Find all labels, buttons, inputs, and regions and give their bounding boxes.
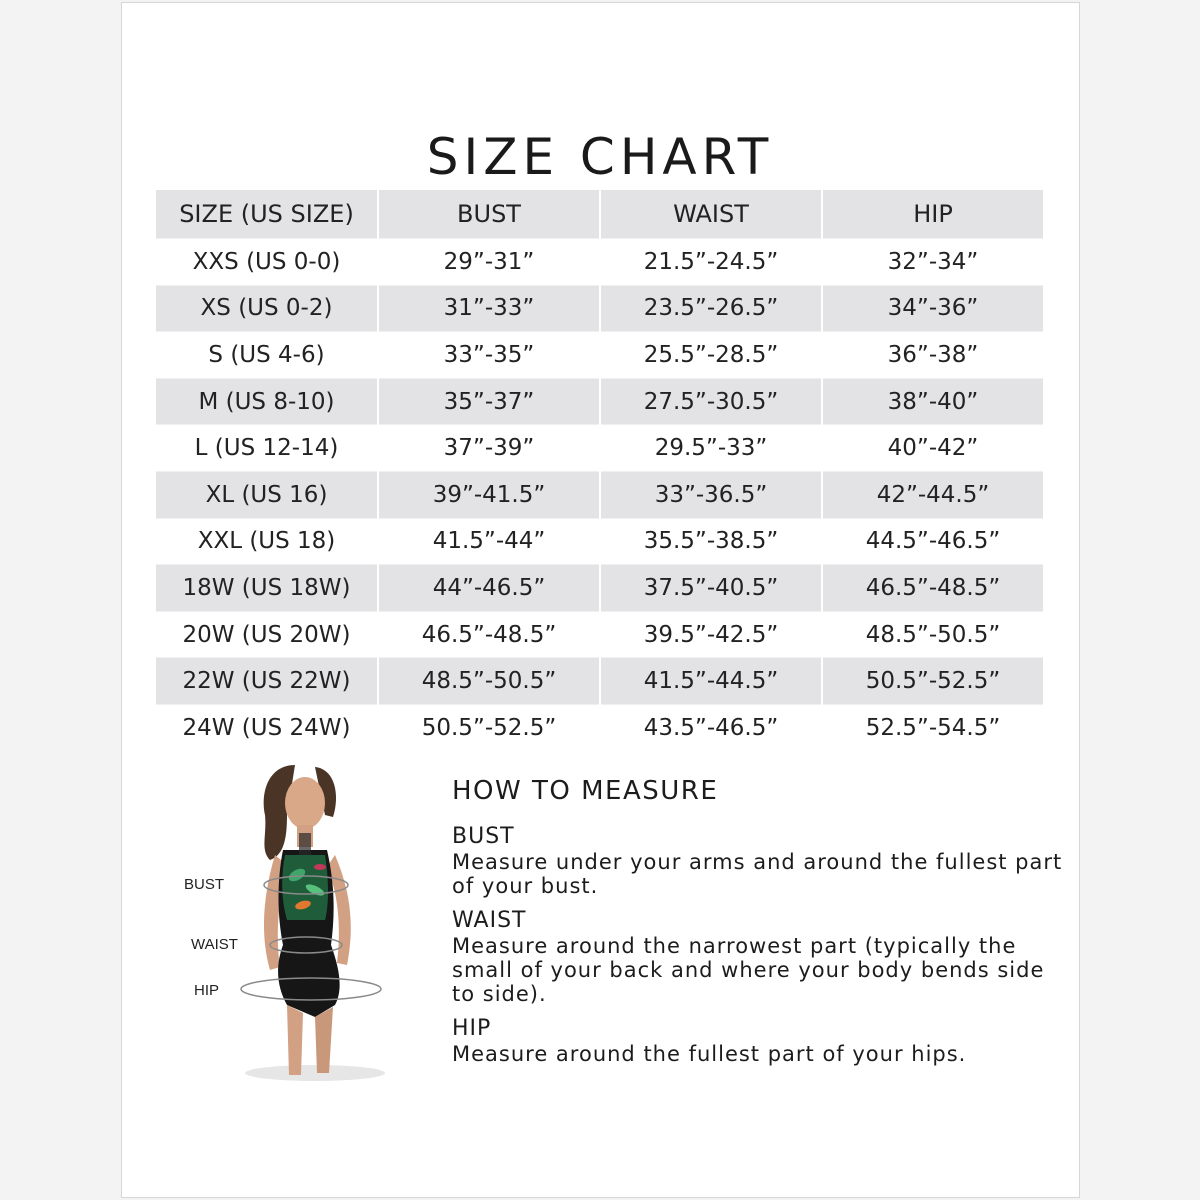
how-to-measure-heading: HOW TO MEASURE <box>452 776 719 806</box>
cell-hip: 52.5”-54.5” <box>822 704 1044 750</box>
table-row <box>156 518 1044 565</box>
cell-size: XS (US 0-2) <box>156 285 378 332</box>
cell-hip: 32”-34” <box>822 239 1044 286</box>
cell-waist: 23.5”-26.5” <box>600 285 822 332</box>
measure-item-title: BUST <box>452 824 515 849</box>
table-row <box>156 658 1044 705</box>
cell-hip: 42”-44.5” <box>822 471 1044 518</box>
cell-size: 24W (US 24W) <box>156 704 378 750</box>
cell-waist: 37.5”-40.5” <box>600 565 822 612</box>
size-table <box>156 190 1045 751</box>
cell-bust: 50.5”-52.5” <box>378 704 600 750</box>
cell-waist: 41.5”-44.5” <box>600 658 822 705</box>
cell-bust: 31”-33” <box>378 285 600 332</box>
cell-size: XXL (US 18) <box>156 518 378 565</box>
cell-size: 20W (US 20W) <box>156 611 378 658</box>
cell-hip: 36”-38” <box>822 332 1044 379</box>
cell-bust: 44”-46.5” <box>378 565 600 612</box>
measure-item-hip <box>452 1016 1072 1066</box>
cell-hip: 40”-42” <box>822 425 1044 472</box>
table-row <box>156 378 1044 425</box>
cell-waist: 29.5”-33” <box>600 425 822 472</box>
cell-hip: 48.5”-50.5” <box>822 611 1044 658</box>
cell-size: M (US 8-10) <box>156 378 378 425</box>
measure-item-title: WAIST <box>452 908 527 933</box>
table-row <box>156 425 1044 472</box>
cell-hip: 44.5”-46.5” <box>822 518 1044 565</box>
cell-bust: 33”-35” <box>378 332 600 379</box>
cell-bust: 29”-31” <box>378 239 600 286</box>
swimsuit-model-illustration <box>175 755 405 1085</box>
table-row <box>156 611 1044 658</box>
model-figure <box>175 755 405 1085</box>
measure-item-waist <box>452 908 1072 1006</box>
header-bust: BUST <box>378 190 600 239</box>
cell-bust: 48.5”-50.5” <box>378 658 600 705</box>
table-header-row <box>156 190 1044 239</box>
cell-waist: 33”-36.5” <box>600 471 822 518</box>
measure-item-text: Measure around the fullest part of your hips. <box>452 1042 967 1066</box>
cell-hip: 38”-40” <box>822 378 1044 425</box>
cell-bust: 37”-39” <box>378 425 600 472</box>
cell-bust: 35”-37” <box>378 378 600 425</box>
figure-label-bust: BUST <box>184 876 225 893</box>
cell-hip: 50.5”-52.5” <box>822 658 1044 705</box>
cell-waist: 35.5”-38.5” <box>600 518 822 565</box>
cell-size: XXS (US 0-0) <box>156 239 378 286</box>
figure-label-waist: WAIST <box>191 936 238 953</box>
cell-bust: 46.5”-48.5” <box>378 611 600 658</box>
cell-waist: 25.5”-28.5” <box>600 332 822 379</box>
cell-size: 18W (US 18W) <box>156 565 378 612</box>
cell-hip: 46.5”-48.5” <box>822 565 1044 612</box>
cell-waist: 39.5”-42.5” <box>600 611 822 658</box>
header-size: SIZE (US SIZE) <box>156 190 378 239</box>
table-row <box>156 565 1044 612</box>
measure-item-title: HIP <box>452 1016 492 1041</box>
cell-bust: 39”-41.5” <box>378 471 600 518</box>
page-title: SIZE CHART <box>426 128 774 186</box>
header-hip: HIP <box>822 190 1044 239</box>
cell-size: L (US 12-14) <box>156 425 378 472</box>
measure-item-text: Measure under your arms and around the fullest part of your bust. <box>452 850 1063 898</box>
cell-size: S (US 4-6) <box>156 332 378 379</box>
measure-item-text: Measure around the narrowest part (typically the small of your back and where your body bends side to side). <box>452 934 1045 1006</box>
cell-waist: 43.5”-46.5” <box>600 704 822 750</box>
cell-waist: 27.5”-30.5” <box>600 378 822 425</box>
cell-size: XL (US 16) <box>156 471 378 518</box>
cell-size: 22W (US 22W) <box>156 658 378 705</box>
table-row <box>156 239 1044 286</box>
cell-waist: 21.5”-24.5” <box>600 239 822 286</box>
cell-bust: 41.5”-44” <box>378 518 600 565</box>
table-row <box>156 471 1044 518</box>
header-waist: WAIST <box>600 190 822 239</box>
table-row <box>156 704 1044 750</box>
how-to-measure-section <box>452 776 1072 1076</box>
table-row <box>156 332 1044 379</box>
figure-label-hip: HIP <box>194 982 220 999</box>
table-row <box>156 285 1044 332</box>
measure-item-bust <box>452 824 1072 898</box>
cell-hip: 34”-36” <box>822 285 1044 332</box>
